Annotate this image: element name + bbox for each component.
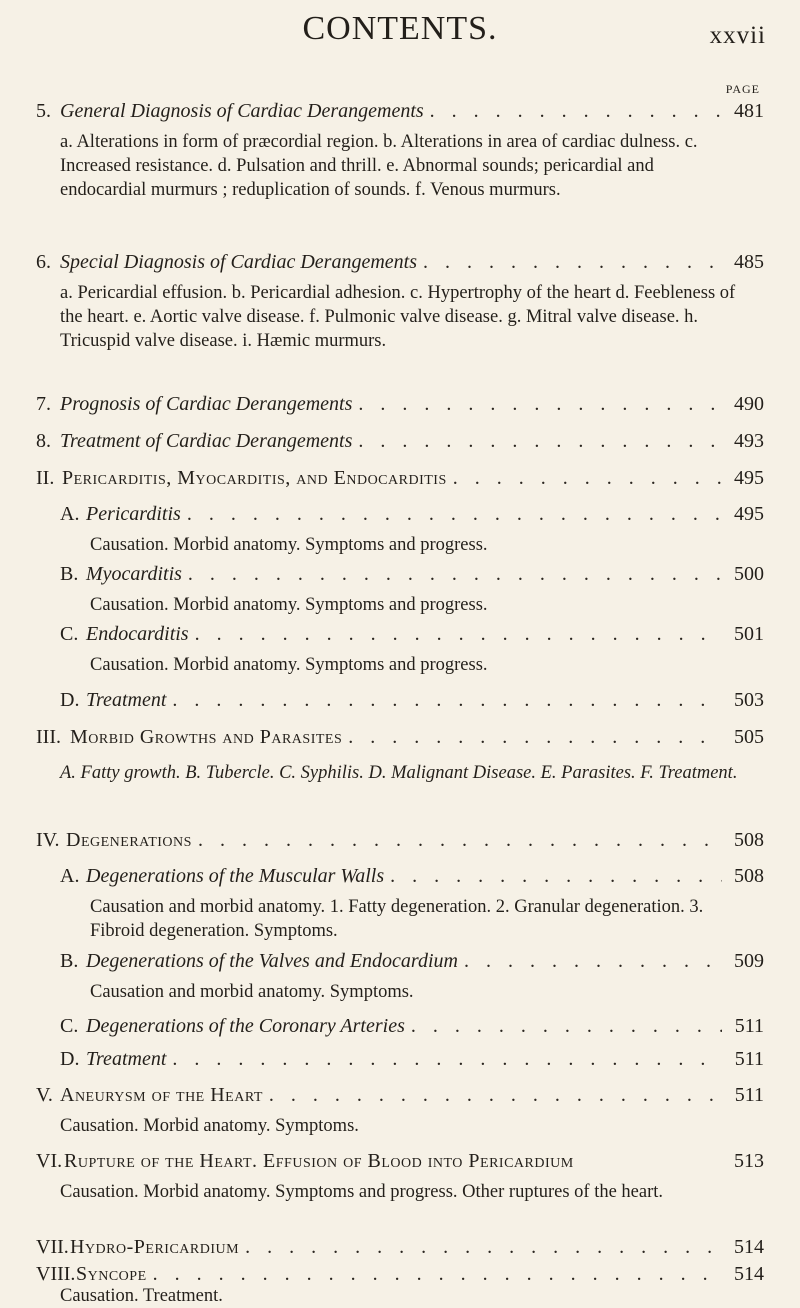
entry-title: Degenerations of the Muscular Walls (86, 865, 385, 887)
entry-subtopics: Causation. Morbid anatomy. Symptoms and progress. Other ruptures of the heart. (60, 1182, 664, 1202)
entry-page: 508 (734, 829, 764, 851)
dot-leader (187, 503, 722, 526)
entry-subtopics: A. Fatty growth. B. Tubercle. C. Syphilis. D. Malignant Disease. E. Parasites. F. Treatment. (60, 763, 738, 783)
entry-page: 505 (734, 726, 764, 748)
dot-leader (153, 1263, 722, 1286)
entry-title: Prognosis of Cardiac Derangements (60, 393, 353, 415)
entry-title: Special Diagnosis of Cardiac Derangements (60, 251, 418, 273)
entry-page: 485 (734, 251, 764, 273)
entry-number: VII. (36, 1236, 69, 1258)
toc-entry (36, 393, 764, 416)
entry-title: Treatment (86, 1048, 167, 1070)
entry-page: 501 (734, 623, 764, 645)
entry-number: VI. (36, 1150, 63, 1172)
entry-title: Pericarditis, Myocarditis, and Endocarditis (62, 467, 447, 489)
entry-number: 5. (36, 100, 51, 122)
entry-page: 493 (734, 430, 764, 452)
entry-subtopics: Causation. Morbid anatomy. Symptoms and progress. (90, 595, 488, 615)
toc-entry (36, 100, 764, 123)
entry-page: 503 (734, 689, 764, 711)
toc-entry (60, 689, 764, 712)
entry-title: Syncope (76, 1263, 147, 1285)
entry-subtopics: Causation. Morbid anatomy. Symptoms and progress. (90, 655, 488, 675)
entry-title: Treatment of Cardiac Derangements (60, 430, 353, 452)
toc-entry (36, 726, 764, 749)
entry-number: VIII. (36, 1263, 76, 1285)
dot-leader (464, 950, 722, 973)
dot-leader (358, 430, 722, 453)
entry-title: Pericarditis (86, 503, 181, 525)
dot-leader (390, 865, 722, 888)
entry-number: A. (60, 865, 80, 887)
toc-entry (60, 950, 764, 973)
toc-entry (60, 503, 764, 526)
entry-number: B. (60, 950, 79, 972)
entry-number: A. (60, 503, 80, 525)
entry-page: 514 (734, 1263, 764, 1285)
toc-entry (60, 623, 764, 646)
entry-title: Degenerations of the Valves and Endocardium (86, 950, 458, 972)
entry-subtopics: a. Pericardial effusion. b. Pericardial adhesion. c. Hypertrophy of the heart d. Feebleness of the heart. e. Aortic valve disease. f. Pulmonic valve disease. g. Mitral valve disease. h. Tricuspid valve disease. i. Hæmic murmurs. (60, 283, 736, 351)
toc-entry (36, 1084, 764, 1107)
dot-leader (172, 689, 722, 712)
toc-entry (60, 563, 764, 586)
entry-page: 495 (734, 503, 764, 525)
entry-subtopics: Causation and morbid anatomy. 1. Fatty degeneration. 2. Granular degeneration. 3. Fibroid degeneration. Symptoms. (90, 897, 704, 941)
toc-entry (60, 1015, 764, 1038)
toc-entry (60, 865, 764, 888)
entry-page: 511 (734, 1048, 764, 1070)
entry-page: 509 (734, 950, 764, 972)
entry-number: 7. (36, 393, 51, 415)
dot-leader (430, 100, 722, 123)
entry-title: Treatment (86, 689, 167, 711)
dot-leader (411, 1015, 722, 1038)
entry-page: 511 (734, 1015, 764, 1037)
dot-leader (358, 393, 722, 416)
dot-leader (269, 1084, 722, 1107)
dot-leader (195, 623, 722, 646)
entry-subtopics: Causation and morbid anatomy. Symptoms. (90, 982, 414, 1002)
entry-subtopics: Causation. Morbid anatomy. Symptoms and progress. (90, 535, 488, 555)
page-number: xxvii (709, 22, 766, 49)
entry-title: Endocarditis (86, 623, 189, 645)
entry-title: General Diagnosis of Cardiac Derangements (60, 100, 424, 122)
entry-subtopics: Causation. Morbid anatomy. Symptoms. (60, 1116, 359, 1136)
entry-page: 511 (734, 1084, 764, 1106)
entry-page: 481 (734, 100, 764, 122)
entry-subtopics: Causation. Treatment. (60, 1286, 223, 1306)
entry-number: II. (36, 467, 55, 489)
entry-number: V. (36, 1084, 53, 1106)
toc-entry (36, 430, 764, 453)
entry-number: C. (60, 623, 79, 645)
toc-entry (36, 1236, 764, 1259)
entry-title: Rupture of the Heart. Effusion of Blood into Pericardium (64, 1150, 574, 1172)
dot-leader (348, 726, 722, 749)
toc-entry (36, 1263, 764, 1286)
dot-leader (423, 251, 722, 274)
page-title: CONTENTS. (302, 10, 498, 47)
page-column-label: PAGE (725, 82, 760, 96)
entry-title: Morbid Growths and Parasites (70, 726, 343, 748)
entry-page: 513 (734, 1150, 764, 1172)
entry-number: III. (36, 726, 61, 748)
toc-entry (36, 829, 764, 852)
entry-number: B. (60, 563, 79, 585)
entry-subtopics: a. Alterations in form of præcordial region. b. Alterations in area of cardiac dulness. c. Increased resistance. d. Pulsation and thrill. e. Abnormal sounds; pericardial and endocardial murmurs ; reduplication of sounds. f. Venous murmurs. (60, 132, 698, 200)
entry-page: 495 (734, 467, 764, 489)
entry-page: 508 (734, 865, 764, 887)
entry-number: 8. (36, 430, 51, 452)
dot-leader (245, 1236, 722, 1259)
entry-page: 514 (734, 1236, 764, 1258)
entry-number: C. (60, 1015, 79, 1037)
entry-number: D. (60, 689, 80, 711)
entry-title: Degenerations (66, 829, 192, 851)
entry-title: Aneurysm of the Heart (60, 1084, 263, 1106)
entry-title: Hydro-Pericardium (70, 1236, 240, 1258)
toc-entry (36, 251, 764, 274)
entry-number: IV. (36, 829, 60, 851)
dot-leader (198, 829, 722, 852)
entry-page: 500 (734, 563, 764, 585)
toc-entry (60, 1048, 764, 1071)
entry-title: Myocarditis (86, 563, 182, 585)
dot-leader (453, 467, 722, 490)
dot-leader (188, 563, 722, 586)
toc-entry (36, 1150, 764, 1173)
entry-title: Degenerations of the Coronary Arteries (86, 1015, 405, 1037)
entry-number: D. (60, 1048, 80, 1070)
dot-leader (172, 1048, 722, 1071)
entry-number: 6. (36, 251, 51, 273)
toc-entry (36, 467, 764, 490)
entry-page: 490 (734, 393, 764, 415)
